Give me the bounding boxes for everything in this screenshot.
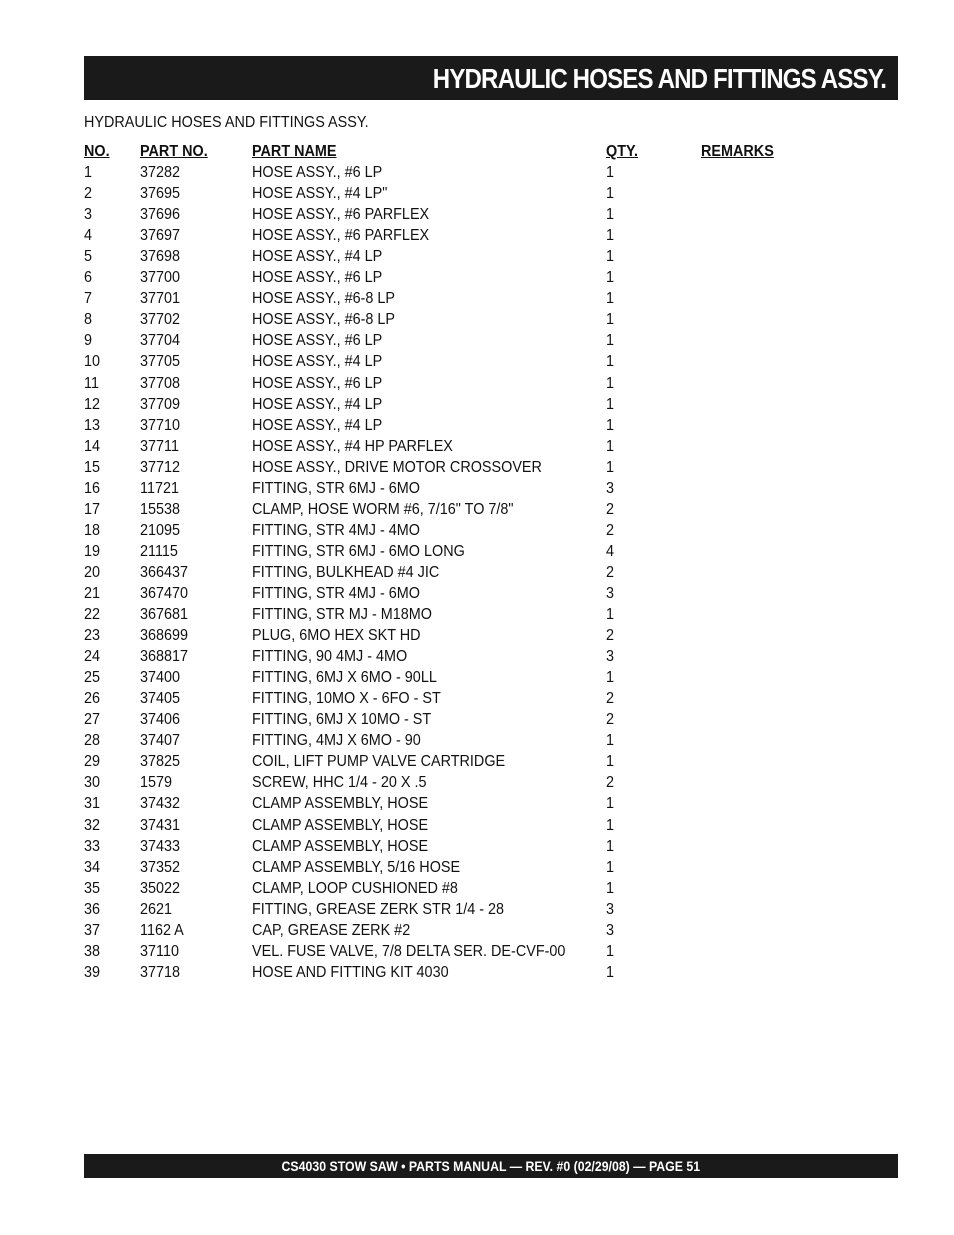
- cell-part-no: 37709: [140, 395, 181, 413]
- cell-part-name: COIL, LIFT PUMP VALVE CARTRIDGE: [252, 753, 506, 771]
- page-header-bar: [84, 56, 898, 100]
- cell-no: 24: [84, 648, 101, 666]
- cell-part-name: FITTING, STR 4MJ - 4MO: [252, 521, 421, 539]
- table-row: [84, 499, 804, 520]
- table-row: [84, 562, 804, 583]
- table-row: [84, 730, 804, 751]
- table-row: [84, 709, 804, 730]
- table-row: [84, 604, 804, 625]
- page-title: HYDRAULIC HOSES AND FITTINGS ASSY.: [432, 63, 886, 94]
- cell-part-name: HOSE ASSY., #6 LP: [252, 332, 383, 350]
- cell-no: 5: [84, 248, 93, 266]
- cell-part-name: FITTING, 4MJ X 6MO - 90: [252, 732, 421, 750]
- table-row: [84, 373, 804, 394]
- cell-no: 22: [84, 606, 101, 624]
- cell-part-no: 37405: [140, 690, 181, 708]
- cell-no: 10: [84, 353, 101, 371]
- cell-qty: 1: [606, 753, 615, 771]
- cell-part-no: 368699: [140, 627, 189, 645]
- cell-part-name: FITTING, STR MJ - M18MO: [252, 606, 432, 624]
- cell-qty: 1: [606, 269, 615, 287]
- cell-part-name: FITTING, 6MJ X 6MO - 90LL: [252, 669, 437, 687]
- cell-no: 9: [84, 332, 93, 350]
- cell-no: 3: [84, 206, 93, 224]
- table-row: [84, 183, 804, 204]
- cell-qty: 1: [606, 353, 615, 371]
- cell-part-no: 15538: [140, 500, 181, 518]
- cell-part-no: 37710: [140, 416, 181, 434]
- cell-part-no: 37433: [140, 837, 181, 855]
- cell-part-name: HOSE ASSY., #4 LP: [252, 353, 383, 371]
- cell-part-no: 11721: [140, 479, 179, 497]
- cell-qty: 1: [606, 248, 615, 266]
- table-row: [84, 288, 804, 309]
- cell-part-no: 37698: [140, 248, 181, 266]
- cell-part-no: 367470: [140, 584, 189, 602]
- cell-no: 17: [84, 500, 101, 518]
- cell-qty: 2: [606, 774, 615, 792]
- cell-qty: 1: [606, 879, 615, 897]
- cell-part-name: FITTING, GREASE ZERK STR 1/4 - 28: [252, 900, 505, 918]
- cell-part-no: 37352: [140, 858, 181, 876]
- table-row: [84, 204, 804, 225]
- cell-qty: 1: [606, 311, 615, 329]
- cell-no: 31: [84, 795, 101, 813]
- cell-qty: 3: [606, 900, 615, 918]
- cell-part-name: FITTING, 10MO X - 6FO - ST: [252, 690, 441, 708]
- cell-part-name: CLAMP, LOOP CUSHIONED #8: [252, 879, 458, 897]
- table-row: [84, 394, 804, 415]
- cell-part-no: 37407: [140, 732, 181, 750]
- table-row: [84, 478, 804, 499]
- cell-part-name: HOSE ASSY., #6-8 LP: [252, 290, 396, 308]
- table-row: [84, 920, 804, 941]
- cell-qty: 1: [606, 206, 615, 224]
- table-row: [84, 899, 804, 920]
- cell-part-name: FITTING, STR 6MJ - 6MO LONG: [252, 542, 465, 560]
- cell-no: 20: [84, 563, 101, 581]
- cell-part-name: FITTING, STR 6MJ - 6MO: [252, 479, 421, 497]
- cell-qty: 2: [606, 711, 615, 729]
- cell-part-no: 2621: [140, 900, 173, 918]
- column-header-remarks: REMARKS: [701, 143, 774, 160]
- cell-no: 7: [84, 290, 93, 308]
- cell-qty: 1: [606, 858, 615, 876]
- cell-part-no: 35022: [140, 879, 181, 897]
- cell-part-name: HOSE ASSY., #4 LP: [252, 248, 383, 266]
- cell-part-name: CLAMP ASSEMBLY, 5/16 HOSE: [252, 858, 461, 876]
- cell-no: 30: [84, 774, 101, 792]
- cell-part-name: CLAMP, HOSE WORM #6, 7/16" TO 7/8": [252, 500, 514, 518]
- cell-part-no: 37700: [140, 269, 181, 287]
- cell-qty: 1: [606, 816, 615, 834]
- cell-part-no: 37704: [140, 332, 181, 350]
- cell-no: 11: [84, 374, 99, 392]
- table-row: [84, 815, 804, 836]
- cell-part-name: HOSE ASSY., #6 PARFLEX: [252, 206, 430, 224]
- table-row: [84, 857, 804, 878]
- table-header-row: [84, 141, 804, 162]
- cell-no: 28: [84, 732, 101, 750]
- cell-part-no: 1162 A: [140, 921, 184, 939]
- cell-part-name: CLAMP ASSEMBLY, HOSE: [252, 837, 429, 855]
- cell-part-name: HOSE ASSY., #4 HP PARFLEX: [252, 437, 453, 455]
- cell-no: 36: [84, 900, 101, 918]
- cell-part-no: 37400: [140, 669, 181, 687]
- table-row: [84, 878, 804, 899]
- cell-part-no: 37110: [140, 942, 179, 960]
- cell-qty: 1: [606, 395, 615, 413]
- cell-no: 34: [84, 858, 101, 876]
- table-row: [84, 351, 804, 372]
- cell-no: 23: [84, 627, 101, 645]
- cell-qty: 2: [606, 563, 615, 581]
- table-row: [84, 436, 804, 457]
- cell-part-name: HOSE ASSY., DRIVE MOTOR CROSSOVER: [252, 458, 542, 476]
- column-header-part-no: PART NO.: [140, 143, 208, 160]
- cell-part-no: 37697: [140, 227, 181, 245]
- cell-qty: 1: [606, 458, 615, 476]
- cell-no: 25: [84, 669, 101, 687]
- cell-part-no: 37711: [140, 437, 179, 455]
- cell-qty: 1: [606, 290, 615, 308]
- cell-no: 13: [84, 416, 101, 434]
- cell-qty: 1: [606, 374, 615, 392]
- table-row: [84, 457, 804, 478]
- cell-qty: 1: [606, 437, 615, 455]
- table-row: [84, 583, 804, 604]
- cell-qty: 1: [606, 669, 615, 687]
- cell-part-name: FITTING, BULKHEAD #4 JIC: [252, 563, 440, 581]
- cell-part-name: SCREW, HHC 1/4 - 20 X .5: [252, 774, 427, 792]
- cell-part-no: 37701: [140, 290, 181, 308]
- cell-qty: 1: [606, 332, 615, 350]
- cell-no: 38: [84, 942, 101, 960]
- cell-part-no: 37695: [140, 185, 181, 203]
- table-row: [84, 646, 804, 667]
- cell-part-name: CLAMP ASSEMBLY, HOSE: [252, 816, 429, 834]
- cell-part-no: 21115: [140, 542, 178, 560]
- cell-part-no: 37431: [140, 816, 181, 834]
- cell-no: 16: [84, 479, 101, 497]
- cell-qty: 1: [606, 164, 615, 182]
- cell-no: 29: [84, 753, 101, 771]
- footer-text: CS4030 STOW SAW • PARTS MANUAL — REV. #0 (02/29/08) — PAGE 51: [281, 1158, 701, 1174]
- cell-part-name: FITTING, 6MJ X 10MO - ST: [252, 711, 432, 729]
- cell-qty: 1: [606, 942, 615, 960]
- column-header-no: NO.: [84, 143, 110, 160]
- cell-qty: 3: [606, 479, 615, 497]
- cell-part-name: CLAMP ASSEMBLY, HOSE: [252, 795, 429, 813]
- cell-part-name: FITTING, 90 4MJ - 4MO: [252, 648, 408, 666]
- cell-part-name: VEL. FUSE VALVE, 7/8 DELTA SER. DE-CVF-00: [252, 942, 566, 960]
- cell-part-no: 1579: [140, 774, 173, 792]
- table-row: [84, 625, 804, 646]
- cell-part-no: 367681: [140, 606, 189, 624]
- cell-no: 1: [84, 164, 93, 182]
- cell-no: 4: [84, 227, 93, 245]
- table-row: [84, 520, 804, 541]
- cell-part-name: HOSE ASSY., #4 LP": [252, 185, 388, 203]
- table-row: [84, 267, 804, 288]
- cell-qty: 2: [606, 500, 615, 518]
- cell-part-name: FITTING, STR 4MJ - 6MO: [252, 584, 421, 602]
- table-row: [84, 751, 804, 772]
- cell-qty: 3: [606, 921, 615, 939]
- table-row: [84, 836, 804, 857]
- cell-qty: 1: [606, 416, 615, 434]
- cell-no: 15: [84, 458, 101, 476]
- cell-part-no: 37696: [140, 206, 181, 224]
- cell-part-no: 37708: [140, 374, 181, 392]
- table-row: [84, 772, 804, 793]
- cell-qty: 3: [606, 584, 615, 602]
- cell-part-no: 21095: [140, 521, 181, 539]
- table-row: [84, 309, 804, 330]
- cell-qty: 1: [606, 227, 615, 245]
- table-row: [84, 162, 804, 183]
- cell-no: 33: [84, 837, 101, 855]
- cell-part-no: 37406: [140, 711, 181, 729]
- cell-no: 21: [84, 584, 101, 602]
- cell-part-no: 37825: [140, 753, 181, 771]
- table-row: [84, 225, 804, 246]
- table-row: [84, 415, 804, 436]
- cell-part-name: CAP, GREASE ZERK #2: [252, 921, 411, 939]
- cell-part-no: 37712: [140, 458, 181, 476]
- cell-qty: 2: [606, 690, 615, 708]
- cell-qty: 1: [606, 795, 615, 813]
- table-row: [84, 541, 804, 562]
- cell-no: 2: [84, 185, 93, 203]
- cell-part-no: 37282: [140, 164, 181, 182]
- cell-qty: 1: [606, 732, 615, 750]
- cell-no: 12: [84, 395, 101, 413]
- cell-no: 19: [84, 542, 101, 560]
- cell-qty: 4: [606, 542, 615, 560]
- cell-qty: 3: [606, 648, 615, 666]
- cell-part-name: HOSE ASSY., #4 LP: [252, 416, 383, 434]
- cell-part-no: 37718: [140, 963, 181, 981]
- cell-part-name: HOSE ASSY., #6 LP: [252, 269, 383, 287]
- table-row: [84, 793, 804, 814]
- parts-table: [84, 141, 804, 983]
- cell-no: 32: [84, 816, 101, 834]
- cell-no: 14: [84, 437, 101, 455]
- cell-qty: 1: [606, 606, 615, 624]
- cell-part-name: HOSE ASSY., #6 PARFLEX: [252, 227, 430, 245]
- cell-no: 6: [84, 269, 93, 287]
- cell-no: 35: [84, 879, 101, 897]
- cell-part-no: 368817: [140, 648, 189, 666]
- page-footer-bar: [84, 1154, 898, 1178]
- cell-part-no: 366437: [140, 563, 189, 581]
- cell-part-name: HOSE ASSY., #6-8 LP: [252, 311, 396, 329]
- column-header-part-name: PART NAME: [252, 143, 337, 160]
- cell-qty: 1: [606, 963, 615, 981]
- table-row: [84, 688, 804, 709]
- cell-no: 18: [84, 521, 101, 539]
- cell-no: 26: [84, 690, 101, 708]
- column-header-qty: QTY.: [606, 143, 639, 160]
- section-subtitle: HYDRAULIC HOSES AND FITTINGS ASSY.: [84, 114, 369, 131]
- cell-qty: 1: [606, 837, 615, 855]
- table-row: [84, 246, 804, 267]
- table-body: [84, 162, 804, 983]
- cell-part-no: 37432: [140, 795, 181, 813]
- cell-part-no: 37705: [140, 353, 181, 371]
- cell-no: 37: [84, 921, 101, 939]
- table-row: [84, 330, 804, 351]
- cell-qty: 2: [606, 521, 615, 539]
- table-row: [84, 962, 804, 983]
- cell-qty: 1: [606, 185, 615, 203]
- cell-part-name: HOSE ASSY., #6 LP: [252, 164, 383, 182]
- cell-part-name: HOSE ASSY., #6 LP: [252, 374, 383, 392]
- table-row: [84, 667, 804, 688]
- cell-no: 8: [84, 311, 93, 329]
- cell-qty: 2: [606, 627, 615, 645]
- cell-part-name: HOSE AND FITTING KIT 4030: [252, 963, 449, 981]
- cell-part-name: HOSE ASSY., #4 LP: [252, 395, 383, 413]
- cell-part-name: PLUG, 6MO HEX SKT HD: [252, 627, 421, 645]
- cell-part-no: 37702: [140, 311, 181, 329]
- table-row: [84, 941, 804, 962]
- cell-no: 27: [84, 711, 101, 729]
- cell-no: 39: [84, 963, 101, 981]
